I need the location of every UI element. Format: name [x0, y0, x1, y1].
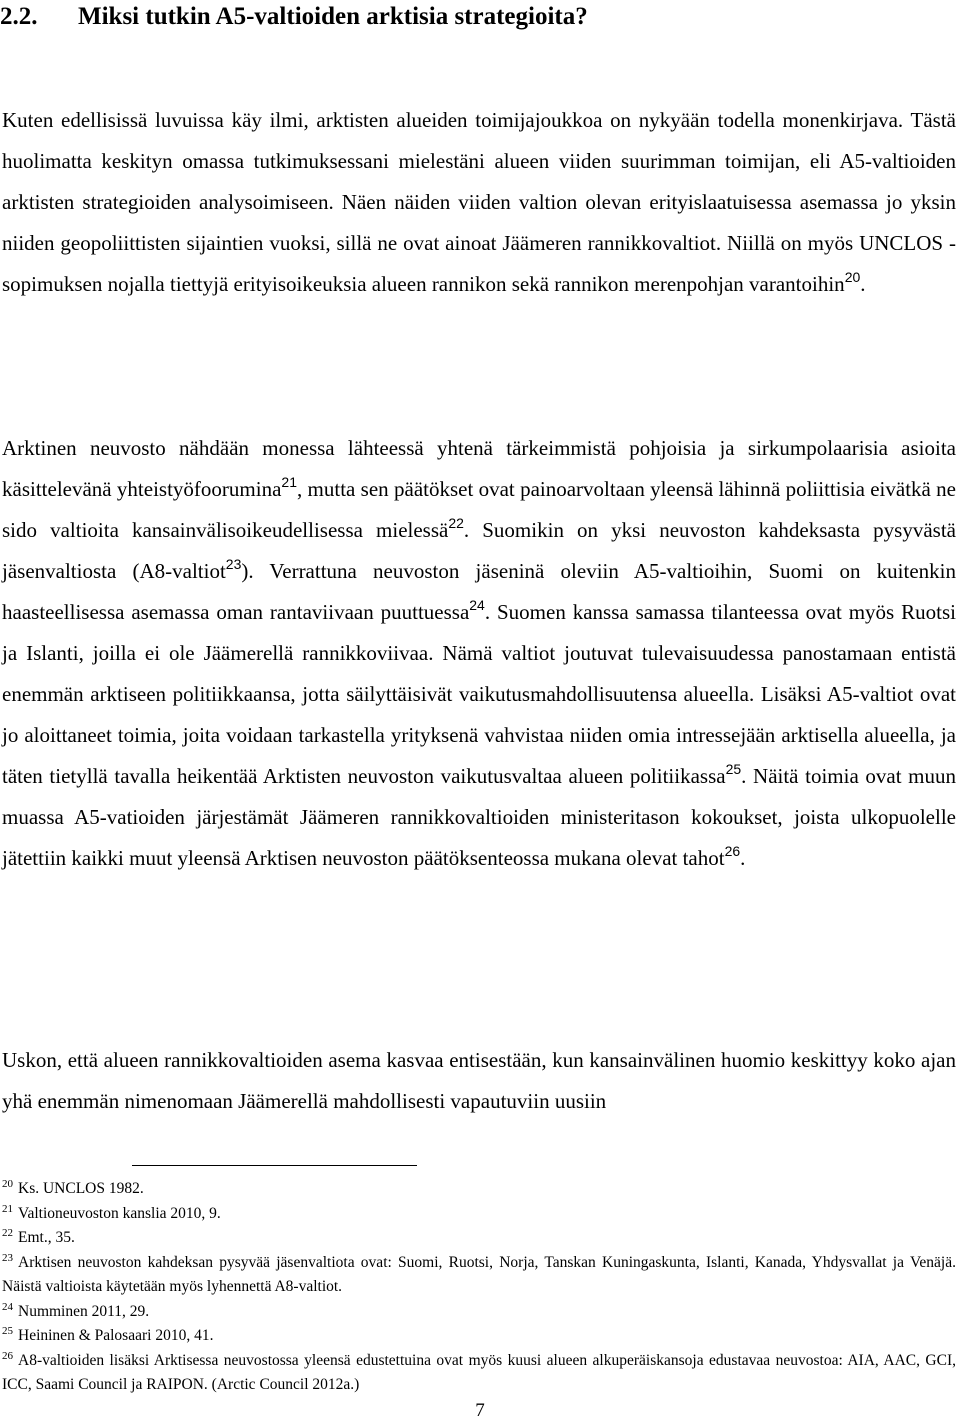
- paragraph-text: Uskon, että alueen rannikkovaltioiden asema kasvaa entisestään, kun kansainvälinen huomio keskittyy koko ajan yhä enemmän nimenomaan Jäämerellä mahdollisesti vapautuviin uusiin: [2, 1048, 956, 1113]
- paragraph-text: Arktinen neuvosto nähdään monessa lähteessä yhtenä tärkeimmistä pohjoisia ja sirkumpolaarisia asioita käsittelevänä yhteistyöfoorumina: [2, 436, 956, 501]
- footnotes-list: [2, 1177, 956, 1398]
- footnote-number: 24: [2, 1300, 13, 1313]
- footnote-ref[interactable]: 20: [844, 269, 861, 285]
- footnote-ref[interactable]: 23: [225, 556, 242, 572]
- footnote-ref[interactable]: 24: [469, 597, 485, 613]
- paragraph-text: , mutta sen päätökset ovat painoarvoltaan yleensä lähinnä poliittisia eivätkä ne sido valtioita kansainvälisoikeudellisessa mielessä: [2, 477, 956, 542]
- footnote-ref[interactable]: 25: [725, 761, 742, 777]
- footnote-ref[interactable]: 26: [724, 843, 741, 859]
- footnote-number: 23: [2, 1251, 13, 1264]
- paragraph-text: .: [860, 272, 866, 296]
- footnote-item: [2, 1202, 956, 1227]
- footnote-item: [2, 1349, 956, 1398]
- section-heading: [0, 0, 588, 34]
- footnote-number: 21: [2, 1202, 13, 1215]
- footnote-item: [2, 1300, 956, 1325]
- footnote-number: 25: [2, 1325, 13, 1337]
- footnote-text: Valtioneuvoston kanslia 2010, 9.: [18, 1204, 221, 1222]
- footnote-text: Numminen 2011, 29.: [18, 1302, 150, 1320]
- footnote-text: Arktisen neuvoston kahdeksan pysyvää jäsenvaltiota ovat: Suomi, Ruotsi, Norja, Tanskan Kuningaskunta, Islanti, Kanada, Yhdysvallat ja Venäjä. Näistä valtioista käytetään myös lyhennettä A8-valtiot.: [2, 1253, 956, 1295]
- footnote-text: Heininen & Palosaari 2010, 41.: [18, 1327, 214, 1344]
- paragraph-text: . Suomikin on yksi neuvoston kahdeksasta pysyvästä jäsenvaltiosta (A8-valtiot: [2, 518, 956, 583]
- paragraph-1: [2, 100, 956, 305]
- footnote-text: Ks. UNCLOS 1982.: [18, 1180, 144, 1197]
- footnote-text: A8-valtioiden lisäksi Arktisessa neuvostossa yleensä edustettuina ovat myös kuusi alueen alkuperäiskansoja edustavaa neuvostoa: AIA, AAC, GCI, ICC, Saami Council ja RAIPON. (Arctic Council 2012a.): [2, 1351, 956, 1393]
- footnote-item: [2, 1324, 956, 1349]
- page-number: 7: [475, 1400, 485, 1421]
- footnote-number: 26: [2, 1349, 13, 1362]
- footnote-number: 22: [2, 1227, 13, 1239]
- section-number: 2.2.: [0, 3, 38, 30]
- paragraph-text: ). Verrattuna neuvoston jäseninä oleviin A5-valtioihin, Suomi on kuitenkin haasteellisessa asemassa oman rantaviivaan puuttuessa: [2, 559, 956, 624]
- paragraph-2: [2, 428, 956, 879]
- footnote-text: Emt., 35.: [18, 1229, 75, 1246]
- paragraph-text: Kuten edellisissä luvuissa käy ilmi, arktisten alueiden toimijajoukkoa on nykyään todella monenkirjava. Tästä huolimatta keskityn omassa tutkimuksessani mielestäni alueen viiden suurimman toimijan, eli A5-valtioiden arktisten strategioiden analysoimiseen. Näen näiden viiden valtion olevan erityislaatuisessa asemassa jo yksin niiden geopoliittisten sijaintien vuoksi, sillä ne ovat ainoat Jäämeren rannikkovaltiot. Niillä on myös UNCLOS -sopimuksen nojalla tiettyjä erityisoikeuksia alueen rannikon sekä rannikon merenpohjan varantoihin: [2, 108, 956, 296]
- paragraph-text: . Suomen kanssa samassa tilanteessa ovat myös Ruotsi ja Islanti, joilla ei ole Jäämerellä rannikkoviivaa. Nämä valtiot joutuvat tulevaisuudessa panostamaan entistä enemmän arktiseen politiikkaansa, jotta säilyttäisivät vaikutusmahdollisuutensa alueella. Lisäksi A5-valtiot ovat jo aloittaneet toimia, joita voidaan tarkastella yrityksenä vahvistaa niiden omia intressejään arktisella alueella, ja täten tietyllä tavalla heikentää Arktisten neuvoston vaikutusvaltaa alueen politiikassa: [2, 600, 956, 788]
- footnote-item: [2, 1251, 956, 1300]
- paragraph-3: [2, 1040, 956, 1122]
- footnote-item: [2, 1177, 956, 1202]
- footnote-item: [2, 1226, 956, 1251]
- paragraph-text: . Näitä toimia ovat muun muassa A5-vatioiden järjestämät Jäämeren rannikkovaltioiden ministeritason kokoukset, joista ulkopuolelle jätettiin kaikki muut yleensä Arktisen neuvoston päätöksenteossa mukana olevat tahot: [2, 764, 957, 870]
- section-title: Miksi tutkin A5-valtioiden arktisia strategioita?: [78, 3, 588, 30]
- footnote-divider: [132, 1165, 417, 1166]
- footnote-ref[interactable]: 22: [448, 515, 464, 531]
- footnote-ref[interactable]: 21: [281, 474, 297, 490]
- footnote-number: 20: [2, 1178, 13, 1190]
- paragraph-text: .: [740, 846, 746, 870]
